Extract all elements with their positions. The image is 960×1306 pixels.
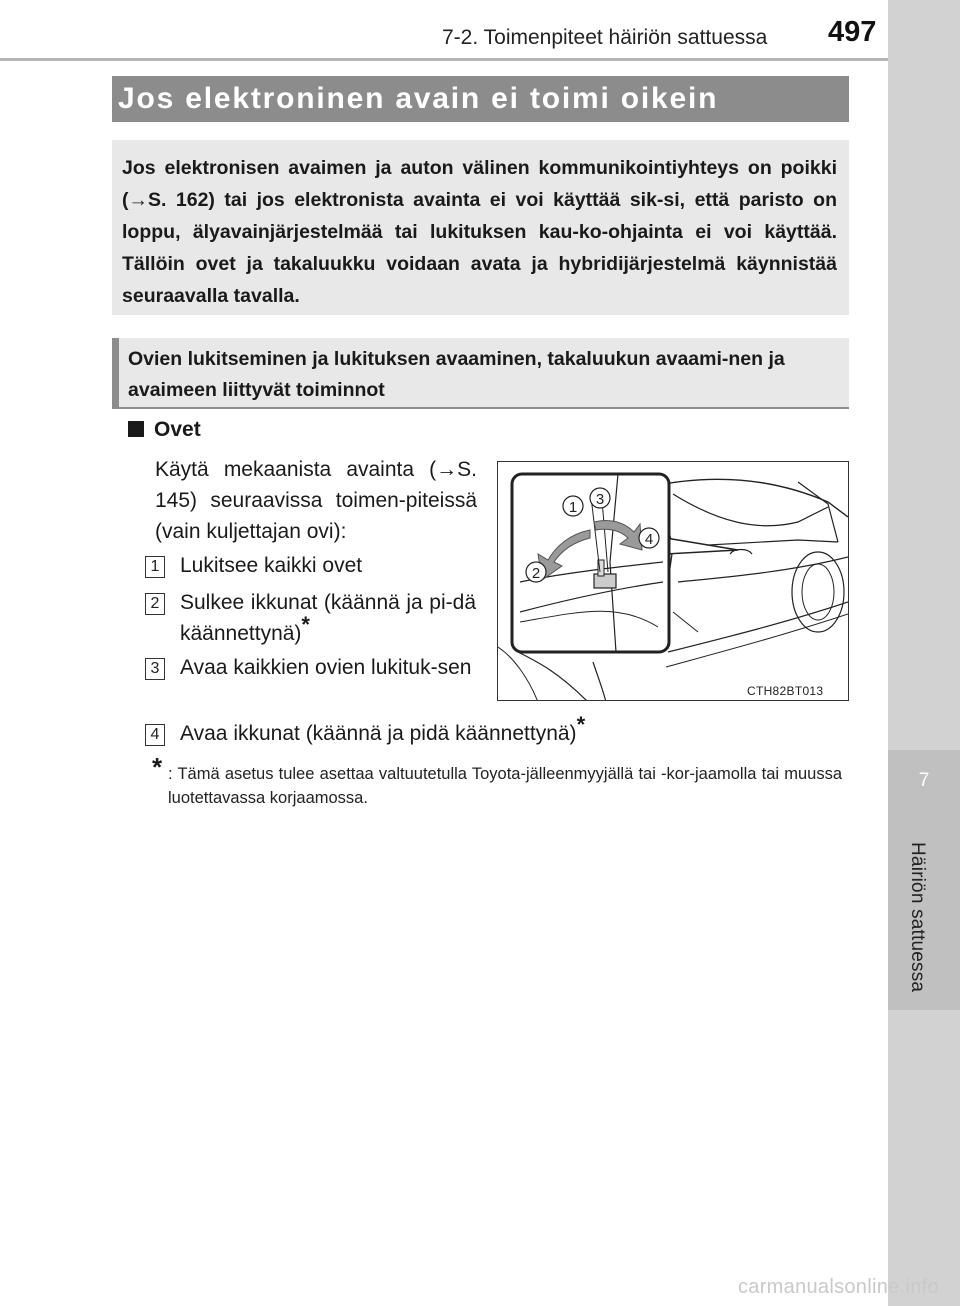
callout-3: 3: [595, 491, 605, 508]
step-number-3: 3: [145, 658, 165, 680]
square-bullet-icon: [128, 421, 144, 437]
footnote-text: : Tämä asetus tulee asettaa valtuutetulla Toyota-jälleenmyyjällä tai -kor-jaamolla tai muussa luotettavassa korjaamossa.: [168, 765, 842, 807]
step-text-1: Lukitsee kaikki ovet: [180, 554, 363, 577]
chapter-side-tab: [888, 0, 960, 1306]
car-door-key-illustration: [497, 461, 849, 701]
subheading-text: Ovien lukitseminen ja lukituksen avaaminen, takaluukun avaami-nen ja avaimeen liittyvät toiminnot: [128, 348, 785, 401]
watermark: carmanualsonline.info: [738, 1276, 939, 1298]
figure-code: CTH82BT013: [747, 684, 824, 698]
section-label: Ovet: [154, 418, 201, 441]
footnote-star: *: [152, 752, 163, 782]
callout-4: 4: [644, 531, 654, 548]
ovet-description: Käytä mekaanista avainta (→S. 145) seuraavissa toimen-piteissä (vain kuljettajan ovi):: [155, 458, 477, 543]
subheading-underline: [112, 407, 849, 409]
chapter-name: Häiriön sattuessa: [907, 842, 928, 993]
page-number: 497: [828, 16, 877, 48]
step-text-2: Sulkee ikkunat (käännä ja pi-dä käännettynä)*: [180, 591, 476, 645]
step-number-4: 4: [145, 724, 165, 746]
intro-text: Jos elektronisen avaimen ja auton välinen kommunikointiyhteys on poikki (→S. 162) tai jos elektronista avainta ei voi käyttää sik-si, että paristo on loppu, älyavainjärjestelmää tai lukituksen kau-ko-ohjainta ei voi käyttää. Tällöin ovet ja takaluukku voidaan avata ja hybridijärjestelmä käynnistää seuraavalla tavalla.: [122, 157, 837, 307]
callout-2: 2: [531, 565, 541, 582]
callout-1: 1: [568, 499, 578, 516]
header-divider: [0, 58, 888, 61]
footnote-marker: *: [576, 712, 586, 737]
chapter-number: 7: [918, 770, 930, 791]
step-number-1: 1: [145, 556, 165, 578]
step-text-4: Avaa ikkunat (käännä ja pidä käännettynä)*: [180, 712, 586, 745]
step-number-2: 2: [145, 593, 165, 615]
footnote-marker: *: [301, 612, 310, 637]
step-text-3: Avaa kaikkien ovien lukituk-sen: [180, 656, 472, 679]
section-reference: 7-2. Toimenpiteet häiriön sattuessa: [442, 26, 768, 49]
page-title: Jos elektroninen avain ei toimi oikein: [118, 82, 719, 115]
